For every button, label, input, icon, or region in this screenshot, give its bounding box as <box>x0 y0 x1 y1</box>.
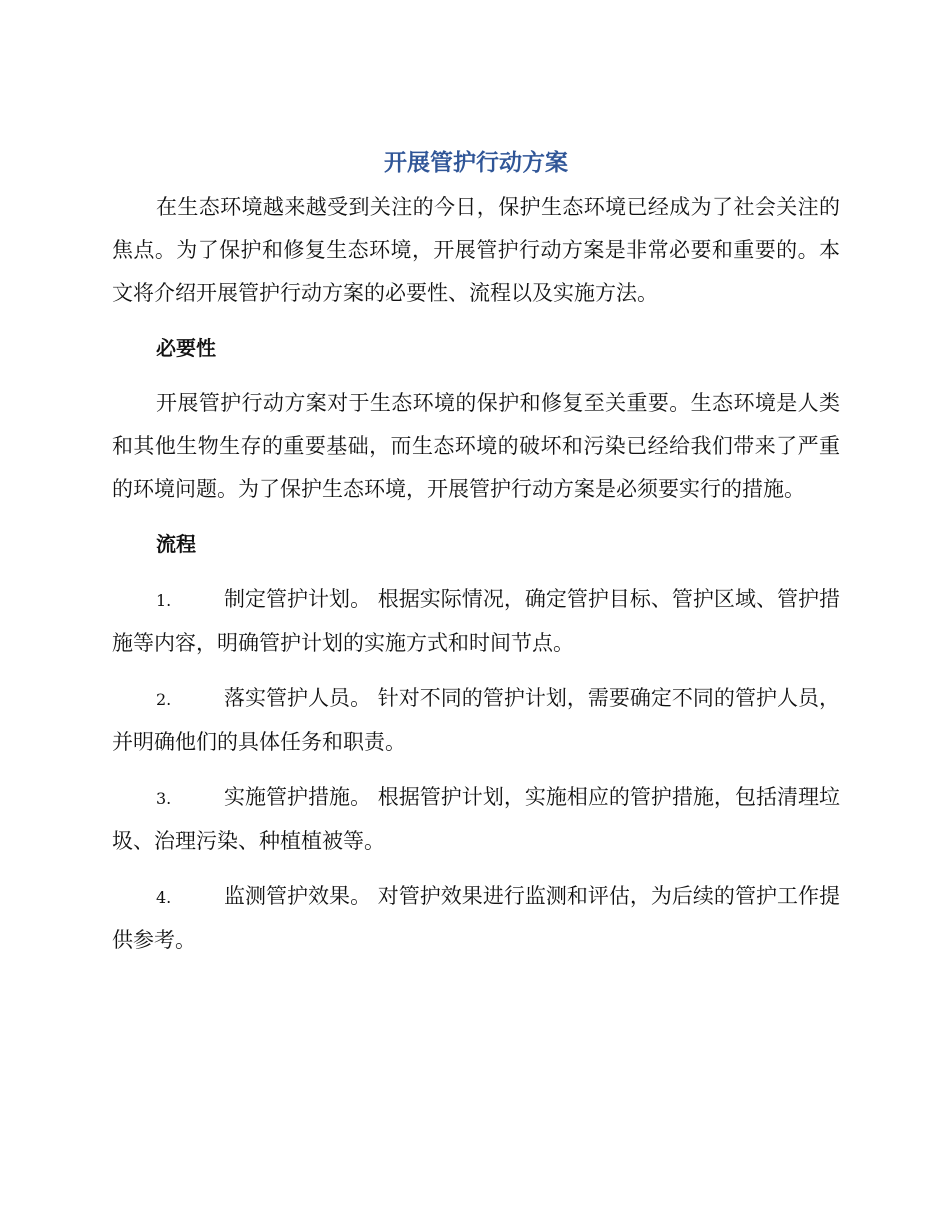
document-body <box>112 140 840 962</box>
list-item <box>112 578 840 665</box>
list-item-text: 监测管护效果。 对管护效果进行监测和评估，为后续的管护工作提供参考。 <box>112 884 840 952</box>
list-item <box>112 677 840 764</box>
list-item <box>112 776 840 863</box>
list-item-text: 实施管护措施。 根据管护计划，实施相应的管护措施，包括清理垃圾、治理污染、种植植被等。 <box>112 785 840 853</box>
section-heading-process: 流程 <box>156 532 196 556</box>
intro-paragraph: 在生态环境越来越受到关注的今日，保护生态环境已经成为了社会关注的焦点。为了保护和修复生态环境，开展管护行动方案是非常必要和重要的。本文将介绍开展管护行动方案的必要性、流程以及实施方法。 <box>112 195 840 305</box>
list-item-number: 3. <box>156 789 172 808</box>
section-heading-necessity: 必要性 <box>156 336 216 360</box>
necessity-paragraph: 开展管护行动方案对于生态环境的保护和修复至关重要。生态环境是人类和其他生物生存的重要基础，而生态环境的破坏和污染已经给我们带来了严重的环境问题。为了保护生态环境，开展管护行动方案是必须要实行的措施。 <box>112 391 840 501</box>
list-item-number: 2. <box>156 690 172 709</box>
list-item <box>112 875 840 962</box>
process-list <box>112 578 840 962</box>
list-item-number: 4. <box>156 888 172 907</box>
list-item-number: 1. <box>156 591 172 610</box>
document-title: 开展管护行动方案 <box>384 150 568 176</box>
list-item-text: 制定管护计划。 根据实际情况，确定管护目标、管护区域、管护措施等内容，明确管护计划的实施方式和时间节点。 <box>112 587 840 655</box>
list-item-text: 落实管护人员。 针对不同的管护计划，需要确定不同的管护人员，并明确他们的具体任务和职责。 <box>112 686 840 754</box>
